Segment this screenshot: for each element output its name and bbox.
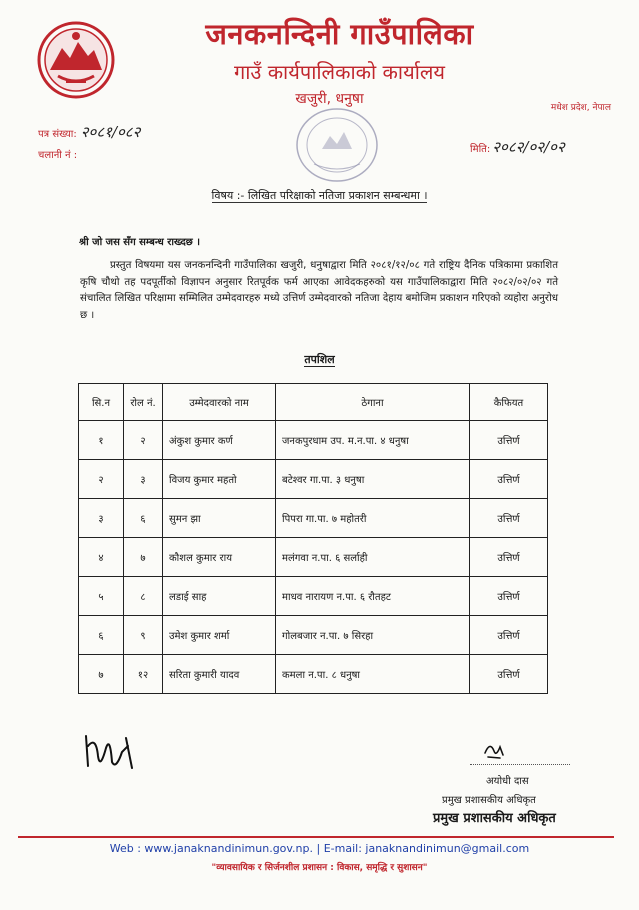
cell-roll: ८ [124, 577, 163, 616]
office-title: गाउँ कार्यपालिकाको कार्यालय [233, 60, 446, 84]
cell-serial: ३ [79, 499, 124, 538]
cell-remarks: उत्तिर्ण [470, 538, 548, 577]
cell-address: पिपरा गा.पा. ७ महोतरी [276, 499, 470, 538]
cell-address: गोलबजार न.पा. ७ सिरहा [276, 616, 470, 655]
officer-title: प्रमुख प्रशासकीय अधिकृत [442, 795, 536, 806]
cell-serial: २ [79, 460, 124, 499]
cell-roll: ९ [124, 616, 163, 655]
header-address: ठेगाना [276, 384, 470, 421]
results-table [78, 383, 548, 694]
cell-serial: ५ [79, 577, 124, 616]
body-paragraph: प्रस्तुत विषयमा यस जनकनन्दिनी गाउँपालिका खजुरी, धनुषाद्वारा मिति २०८१/१२/०८ गते राष्ट्रिय दैनिक पत्रिकामा प्रकाशित कृषि चौथो तह पदपूर्तीको विज्ञापन अनुसार रितपूर्वक फर्म आएका आवेदकहरुको यस गाउँपालिकाद्वारा मिति २०८२/०२/०२ गते संचालित लिखित परिक्षामा सम्मिलित उम्मेदवारहरु मध्ये उत्तिर्ण उम्मेदवारको नतिजा देहाय बमोजिम प्रकाशन गरिएको व्यहोरा अनुरोध छ । [80, 260, 558, 321]
cell-address: बटेश्वर गा.पा. ३ धनुषा [276, 460, 470, 499]
cell-roll: २ [124, 421, 163, 460]
cell-roll: ३ [124, 460, 163, 499]
letter-subject [0, 188, 639, 203]
signature-line [470, 764, 570, 765]
cell-address: जनकपुरधाम उप. म.न.पा. ४ धनुषा [276, 421, 470, 460]
cell-address: मलंगवा न.पा. ६ सर्लाही [276, 538, 470, 577]
footer-contact: Web : www.janaknandinimun.gov.np. | E-mail: janaknandinimun@gmail.com [109, 842, 530, 855]
letter-number [38, 122, 140, 142]
table-header-row [79, 384, 548, 421]
cell-serial: ७ [79, 655, 124, 694]
officer-stamp-text: प्रमुख प्रशासकीय अधिकृत [433, 811, 556, 826]
cell-name: लडाई साह [163, 577, 276, 616]
cell-remarks: उत्तिर्ण [470, 421, 548, 460]
cell-remarks: उत्तिर्ण [470, 616, 548, 655]
signature-left-icon [82, 726, 142, 776]
table-row [79, 577, 548, 616]
cell-address: कमला न.पा. ८ धनुषा [276, 655, 470, 694]
cell-remarks: उत्तिर्ण [470, 499, 548, 538]
cell-address: माधव नारायण न.पा. ६ रौतहट [276, 577, 470, 616]
cell-remarks: उत्तिर्ण [470, 460, 548, 499]
subject-text: विषय :- लिखित परिक्षाको नतिजा प्रकाशन सम्बन्धमा । [211, 189, 428, 202]
table-row [79, 616, 548, 655]
office-stamp-icon [292, 104, 382, 186]
cell-name: उमेश कुमार शर्मा [163, 616, 276, 655]
office-location: खजुरी, धनुषा [295, 91, 364, 107]
table-row [79, 460, 548, 499]
cell-remarks: उत्तिर्ण [470, 577, 548, 616]
table-title [0, 352, 639, 367]
salutation: श्री जो जस सँग सम्बन्ध राख्दछ । [79, 237, 201, 248]
cell-remarks: उत्तिर्ण [470, 655, 548, 694]
table-row [79, 655, 548, 694]
table-row [79, 538, 548, 577]
footer-motto: "व्यावसायिक र सिर्जनशील प्रशासन : विकास, समृद्धि र सुशासन" [211, 863, 428, 873]
footer-divider [18, 836, 614, 838]
cell-name: सरिता कुमारी यादव [163, 655, 276, 694]
table-row [79, 499, 548, 538]
officer-name: अयोधी दास [486, 776, 529, 787]
letter-number-label: पत्र संख्या: [38, 129, 77, 140]
dispatch-number-label: चलानी नं : [38, 150, 78, 161]
cell-serial: १ [79, 421, 124, 460]
province-label: मधेश प्रदेश, नेपाल [550, 103, 611, 113]
table-title-text: तपशिल [304, 353, 335, 366]
cell-name: सुमन झा [163, 499, 276, 538]
cell-name: कौशल कुमार राय [163, 538, 276, 577]
cell-roll: ७ [124, 538, 163, 577]
signature-right-icon [482, 739, 506, 761]
table-row [79, 421, 548, 460]
cell-name: विजय कुमार महतो [163, 460, 276, 499]
cell-serial: ४ [79, 538, 124, 577]
header-serial: सि.न [79, 384, 124, 421]
header-roll: रोल नं. [124, 384, 163, 421]
date-label: मिति: [470, 144, 491, 155]
letter-date [470, 137, 565, 157]
header-remarks: कैफियत [470, 384, 548, 421]
cell-serial: ६ [79, 616, 124, 655]
organization-title: जनकनन्दिनी गाउँपालिका [205, 17, 474, 51]
cell-name: अंकुश कुमार कर्ण [163, 421, 276, 460]
header-name: उम्मेदवारको नाम [163, 384, 276, 421]
date-value: २०८२/०२/०२ [492, 138, 565, 156]
cell-roll: १२ [124, 655, 163, 694]
letter-number-value: २०८१/०८२ [80, 123, 141, 141]
cell-roll: ६ [124, 499, 163, 538]
